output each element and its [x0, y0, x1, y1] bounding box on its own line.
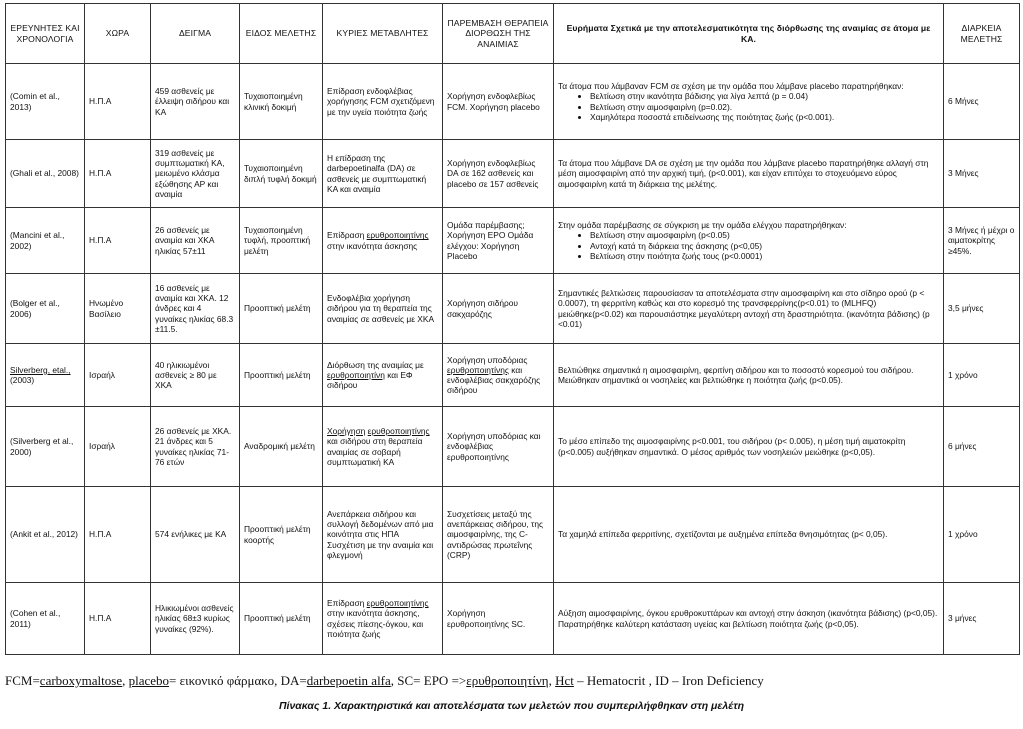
cell-variables: Η επίδραση της darbepoetinalfa (DA) σε ασθενείς με συμπτωματική ΚΑ και αναιμία: [323, 140, 443, 208]
header-intervention: ΠΑΡΕΜΒΑΣΗ ΘΕΡΑΠΕΙΑ ΔΙΟΡΘΩΣΗ ΤΗΣ ΑΝΑΙΜΙΑΣ: [443, 4, 554, 64]
text-fragment: Διόρθωση της αναιμίας με: [327, 359, 424, 370]
table-row: [6, 64, 1020, 140]
cell-duration: 3,5 μήνες: [944, 274, 1020, 344]
cell-duration: 1 χρόνο: [944, 344, 1020, 407]
findings-text: Παρατηρήθηκε καλύτερη κατάσταση υγείας και βελτίωση ποιότητα ζωής (p<0,05).: [558, 618, 859, 629]
text-fragment: στην ικανότητα άσκησης, σχέσεις πίεσης-όγκου, και ποιότητα ζωής: [327, 608, 424, 639]
cell-intervention: Χορήγηση ενδοφλεβίως FCM. Χορήγηση placebo: [443, 64, 554, 140]
cell-variables: [323, 344, 443, 407]
underlined-term: ερυθροποιητίνης: [366, 230, 429, 241]
text-fragment: και ενδοφλέβιας σακχαρόζης σιδήρου: [447, 364, 541, 396]
table-row: [6, 487, 1020, 583]
cell-study-type: Τυχαιοποιημένη κλινική δοκιμή: [240, 64, 323, 140]
cell-sample: Ηλικιωμένοι ασθενείς ηλικίας 68±3 κυρίως γυναίκες (92%).: [151, 583, 240, 655]
underlined-term: placebo: [128, 673, 170, 688]
studies-table: [5, 3, 1020, 655]
cell-duration: 3 Μήνες: [944, 140, 1020, 208]
cell-authors: (Silverberg et al., 2000): [6, 407, 85, 487]
cell-findings: Το μέσο επίπεδο της αιμοσφαιρίνης p<0.001, του σιδήρου (p< 0.005), η μέση τιμή αιματοκρίτη (p<0.005) αυξήθηκαν σημαντικά. Ο μέσος αριθμός των νοσηλειών μειώθηκε (p<0,05).: [554, 407, 944, 487]
underlined-term: darbepoetin alfa: [306, 673, 391, 688]
findings-list: [558, 91, 939, 122]
cell-study-type: Τυχαιοποιημένη τυφλή, προοπτική μελέτη: [240, 208, 323, 274]
cell-sample: 16 ασθενείς με αναιμία και ΧΚΑ. 12 άνδρες και 4 γυναίκες ηλικίας 68.3 ±11.5.: [151, 274, 240, 344]
cell-sample: 574 ενήλικες με ΚΑ: [151, 487, 240, 583]
text-fragment: , SC= EPO =>: [390, 673, 467, 688]
header-duration: ΔΙΑΡΚΕΙΑ ΜΕΛΕΤΗΣ: [944, 4, 1020, 64]
cell-intervention: Ομάδα παρέμβασης; Χορήγηση ΕΡΟ Ομάδα ελέγχου: Χορήγηση Placebo: [443, 208, 554, 274]
text-fragment: Επίδραση: [327, 230, 367, 241]
cell-variables: [323, 407, 443, 487]
cell-intervention: Συσχετίσεις μεταξύ της ανεπάρκειας σιδήρου, της αιμοσφαιρίνης, της C-αντιδρώσας πρωτεΐνης (CRP): [443, 487, 554, 583]
text-fragment: ,: [122, 673, 129, 688]
list-item: • Αντοχή κατά τη διάρκεια της άσκησης (p<0,05): [590, 241, 939, 251]
cell-study-type: Προοπτική μελέτη κοορτής: [240, 487, 323, 583]
cell-country: Η.Π.Α: [85, 583, 151, 655]
studies-table-sheet: [5, 3, 1019, 655]
cell-intervention: Χορήγηση σιδήρου σακχαρόζης: [443, 274, 554, 344]
text-fragment: = εικονικό φάρμακο, DA=: [169, 673, 307, 688]
header-country: ΧΩΡΑ: [85, 4, 151, 64]
findings-intro: Τα άτομα που λάμβαναν FCM σε σχέση με την ομάδα που λάμβανε placebo παρατηρήθηκαν:: [558, 81, 904, 91]
cell-country: Η.Π.Α: [85, 487, 151, 583]
findings-intro: Στην ομάδα παρέμβασης σε σύγκριση με την ομάδα ελέγχου παρατηρήθηκαν:: [558, 220, 847, 230]
list-item: • Βελτίωση στην αιμοσφαιρίνη (p<0.05): [590, 230, 939, 240]
underlined-term: ερυθροποιητίνη: [327, 369, 385, 380]
table-caption: Πίνακας 1. Χαρακτηριστικά και αποτελέσματα των μελετών που συμπεριλήφθηκαν στη μελέτη: [279, 700, 744, 712]
cell-duration: 3 μήνες: [944, 583, 1020, 655]
header-variables: ΚΥΡΙΕΣ ΜΕΤΑΒΛΗΤΕΣ: [323, 4, 443, 64]
text-fragment: FCM=: [5, 673, 40, 688]
cell-duration: 6 μήνες: [944, 407, 1020, 487]
cell-findings: Σημαντικές βελτιώσεις παρουσίασαν τα αποτελέσματα στην αιμοσφαιρίνη και στο σίδηρο ορού (p < 0.0007), τη φερριτίνη καθώς και στο κορεσμό της τρανσφερρίνης(p<0.01) το (MLHFQ) μειώθηκε(p<0.02) και παρουσιάστηκε μεγαλύτερη αντοχή στη δραστηριότητα. (ικανότητα βάδισης) (p <0.01): [554, 274, 944, 344]
cell-country: Ηνωμένο Βασίλειο: [85, 274, 151, 344]
cell-study-type: Προοπτική μελέτη: [240, 274, 323, 344]
cell-sample: 319 ασθενείς με συμπτωματική ΚΑ, μειωμένο κλάσμα εξώθησης ΑΡ και αναιμία: [151, 140, 240, 208]
underlined-term: Hct: [555, 673, 574, 688]
cell-country: Ισραήλ: [85, 344, 151, 407]
cell-study-type: Προοπτική μελέτη: [240, 583, 323, 655]
cell-variables: [323, 208, 443, 274]
cell-country: Η.Π.Α: [85, 208, 151, 274]
table-row: [6, 208, 1020, 274]
cell-duration: 6 Μήνες: [944, 64, 1020, 140]
cell-variables: Επίδραση ενδοφλέβιας χορήγησης FCM σχετιζόμενη με την υγεία ποιότητα ζωής: [323, 64, 443, 140]
list-item: • Χαμηλότερα ποσοστά επιδείνωσης της ποιότητας ζωής (p<0.001).: [590, 112, 939, 122]
header-findings: Ευρήματα Σχετικά με την αποτελεσματικότητα της διόρθωσης της αναιμίας σε άτομα με ΚΑ.: [554, 4, 944, 64]
cell-intervention: [443, 344, 554, 407]
table-row: [6, 583, 1020, 655]
cell-findings: [554, 583, 944, 655]
cell-findings: Τα άτομα που λάμβανε DA σε σχέση με την ομάδα που λάμβανε placebo παρατηρήθηκε αλλαγή στη μέση αιμοσφαιρίνη από την αρχική τιμή, (p<0.001), και είχαν επιτύχει το στοχευόμενο εύρος αιμοσφαιρίνη κατά τη διάρκεια της μελέτης.: [554, 140, 944, 208]
list-item: • Βελτίωση στην ικανότητα βάδισης για λίγα λεπτά (p = 0.04): [590, 91, 939, 101]
underlined-term: ερυθροποιητίνης: [447, 364, 509, 375]
text-fragment: Χορήγηση υποδόριας: [447, 354, 528, 365]
text-fragment: ,: [548, 673, 556, 688]
cell-variables: Ενδοφλέβια χορήγηση σιδήρου για τη θεραπεία της αναιμίας σε ασθενείς με ΧΚΑ: [323, 274, 443, 344]
table-row: [6, 274, 1020, 344]
table-row: [6, 140, 1020, 208]
text-fragment: – Hematocrit , ID – Iron Deficiency: [573, 673, 764, 688]
findings-list: [558, 230, 939, 261]
cell-intervention: Χορήγηση ερυθροποιητίνης SC.: [443, 583, 554, 655]
cell-study-type: Προοπτική μελέτη: [240, 344, 323, 407]
cell-study-type: Τυχαιοποιημένη διπλή τυφλή δοκιμή: [240, 140, 323, 208]
underlined-term: Χορήγηση: [327, 426, 366, 436]
cell-sample: 26 ασθενείς με ΧΚΑ. 21 άνδρες και 5 γυναίκες ηλικίας 71-76 ετών: [151, 407, 240, 487]
cell-country: Η.Π.Α: [85, 64, 151, 140]
text-fragment: στην ικανότητα άσκησης: [327, 240, 418, 251]
cell-sample: 26 ασθενείς με αναιμία και ΧΚΑ ηλικίας 57±11: [151, 208, 240, 274]
cell-study-type: Αναδρομική μελέτη: [240, 407, 323, 487]
cell-country: Ισραήλ: [85, 407, 151, 487]
table-header-row: [6, 4, 1020, 64]
cell-findings: [554, 208, 944, 274]
cell-duration: 1 χρόνο: [944, 487, 1020, 583]
text-fragment: και σιδήρου στη θεραπεία αναιμίας σε σοβαρή συμπτωματική ΚΑ: [327, 436, 423, 467]
underlined-term: Silverberg, etal.,: [10, 364, 71, 375]
list-item: • Βελτίωση στην ποιότητα ζωής τους (p<0.0001): [590, 251, 939, 261]
cell-country: Η.Π.Α: [85, 140, 151, 208]
text-fragment: Επίδραση: [327, 598, 367, 608]
underlined-term: ερυθροποιητίνης: [367, 426, 430, 436]
underlined-term: carboxymaltose: [39, 673, 123, 688]
list-item: • Βελτίωση στην αιμοσφαιρίνη (p=0.02).: [590, 102, 939, 112]
cell-authors: [6, 344, 85, 407]
header-authors: ΕΡΕΥΝΗΤΕΣ ΚΑΙ ΧΡΟΝΟΛΟΓΙΑ: [6, 4, 85, 64]
cell-findings: Βελτιώθηκε σημαντικά η αιμοσφαιρίνη, φεριτίνη σιδήρου και το ποσοστό κορεσμού του σιδήρου. Μειώθηκαν σημαντικά οι νοσηλείες και βελτιώθηκε η ποιότητα ζωής (p<0.05).: [554, 344, 944, 407]
cell-sample: 40 ηλικιωμένοι ασθενείς ≥ 80 με ΧΚΑ: [151, 344, 240, 407]
cell-authors: (Ankit et al., 2012): [6, 487, 85, 583]
text-fragment: και ΕΦ σιδήρου: [327, 369, 413, 391]
findings-text: Αύξηση αιμοσφαιρίνης, όγκου ερυθροκυττάρων και αντοχή στην άσκηση (ικανότητα βάδισης) (p<0,05).: [558, 608, 938, 619]
cell-variables: Ανεπάρκεια σιδήρου και συλλογή δεδομένων από μια κοινότητα στις ΗΠΑ Συσχέτιση με την αναιμία και φλεγμονή: [323, 487, 443, 583]
cell-findings: [554, 64, 944, 140]
cell-findings: Τα χαμηλά επίπεδα φερριτίνης, σχετίζονται με αυξημένα επίπεδα θνησιμότητας (p< 0,05).: [554, 487, 944, 583]
cell-sample: 459 ασθενείς με έλλειψη σιδήρου και ΚΑ: [151, 64, 240, 140]
cell-variables: [323, 583, 443, 655]
cell-duration: 3 Μήνες ή μέχρι ο αιματοκρίτης ≥45%.: [944, 208, 1020, 274]
table-row: [6, 344, 1020, 407]
cell-authors: (Mancini et al., 2002): [6, 208, 85, 274]
text-fragment: (2003): [10, 375, 35, 385]
cell-intervention: Χορήγηση ενδοφλεβίως DA σε 162 ασθενείς και placebo σε 157 ασθενείς: [443, 140, 554, 208]
cell-authors: (Cohen et al., 2011): [6, 583, 85, 655]
cell-intervention: Χορήγηση υποδόριας και ενδοφλέβιας ερυθροποιητίνης: [443, 407, 554, 487]
underlined-term: ερυθροποιητίνη: [466, 673, 549, 688]
header-study-type: ΕΙΔΟΣ ΜΕΛΕΤΗΣ: [240, 4, 323, 64]
cell-authors: (Ghali et al., 2008): [6, 140, 85, 208]
cell-authors: (Bolger et al., 2006): [6, 274, 85, 344]
cell-authors: (Comin et al., 2013): [6, 64, 85, 140]
table-row: [6, 407, 1020, 487]
underlined-term: ερυθροποιητίνης: [366, 598, 429, 608]
header-sample: ΔΕΙΓΜΑ: [151, 4, 240, 64]
abbreviations-footnote: [5, 673, 764, 689]
